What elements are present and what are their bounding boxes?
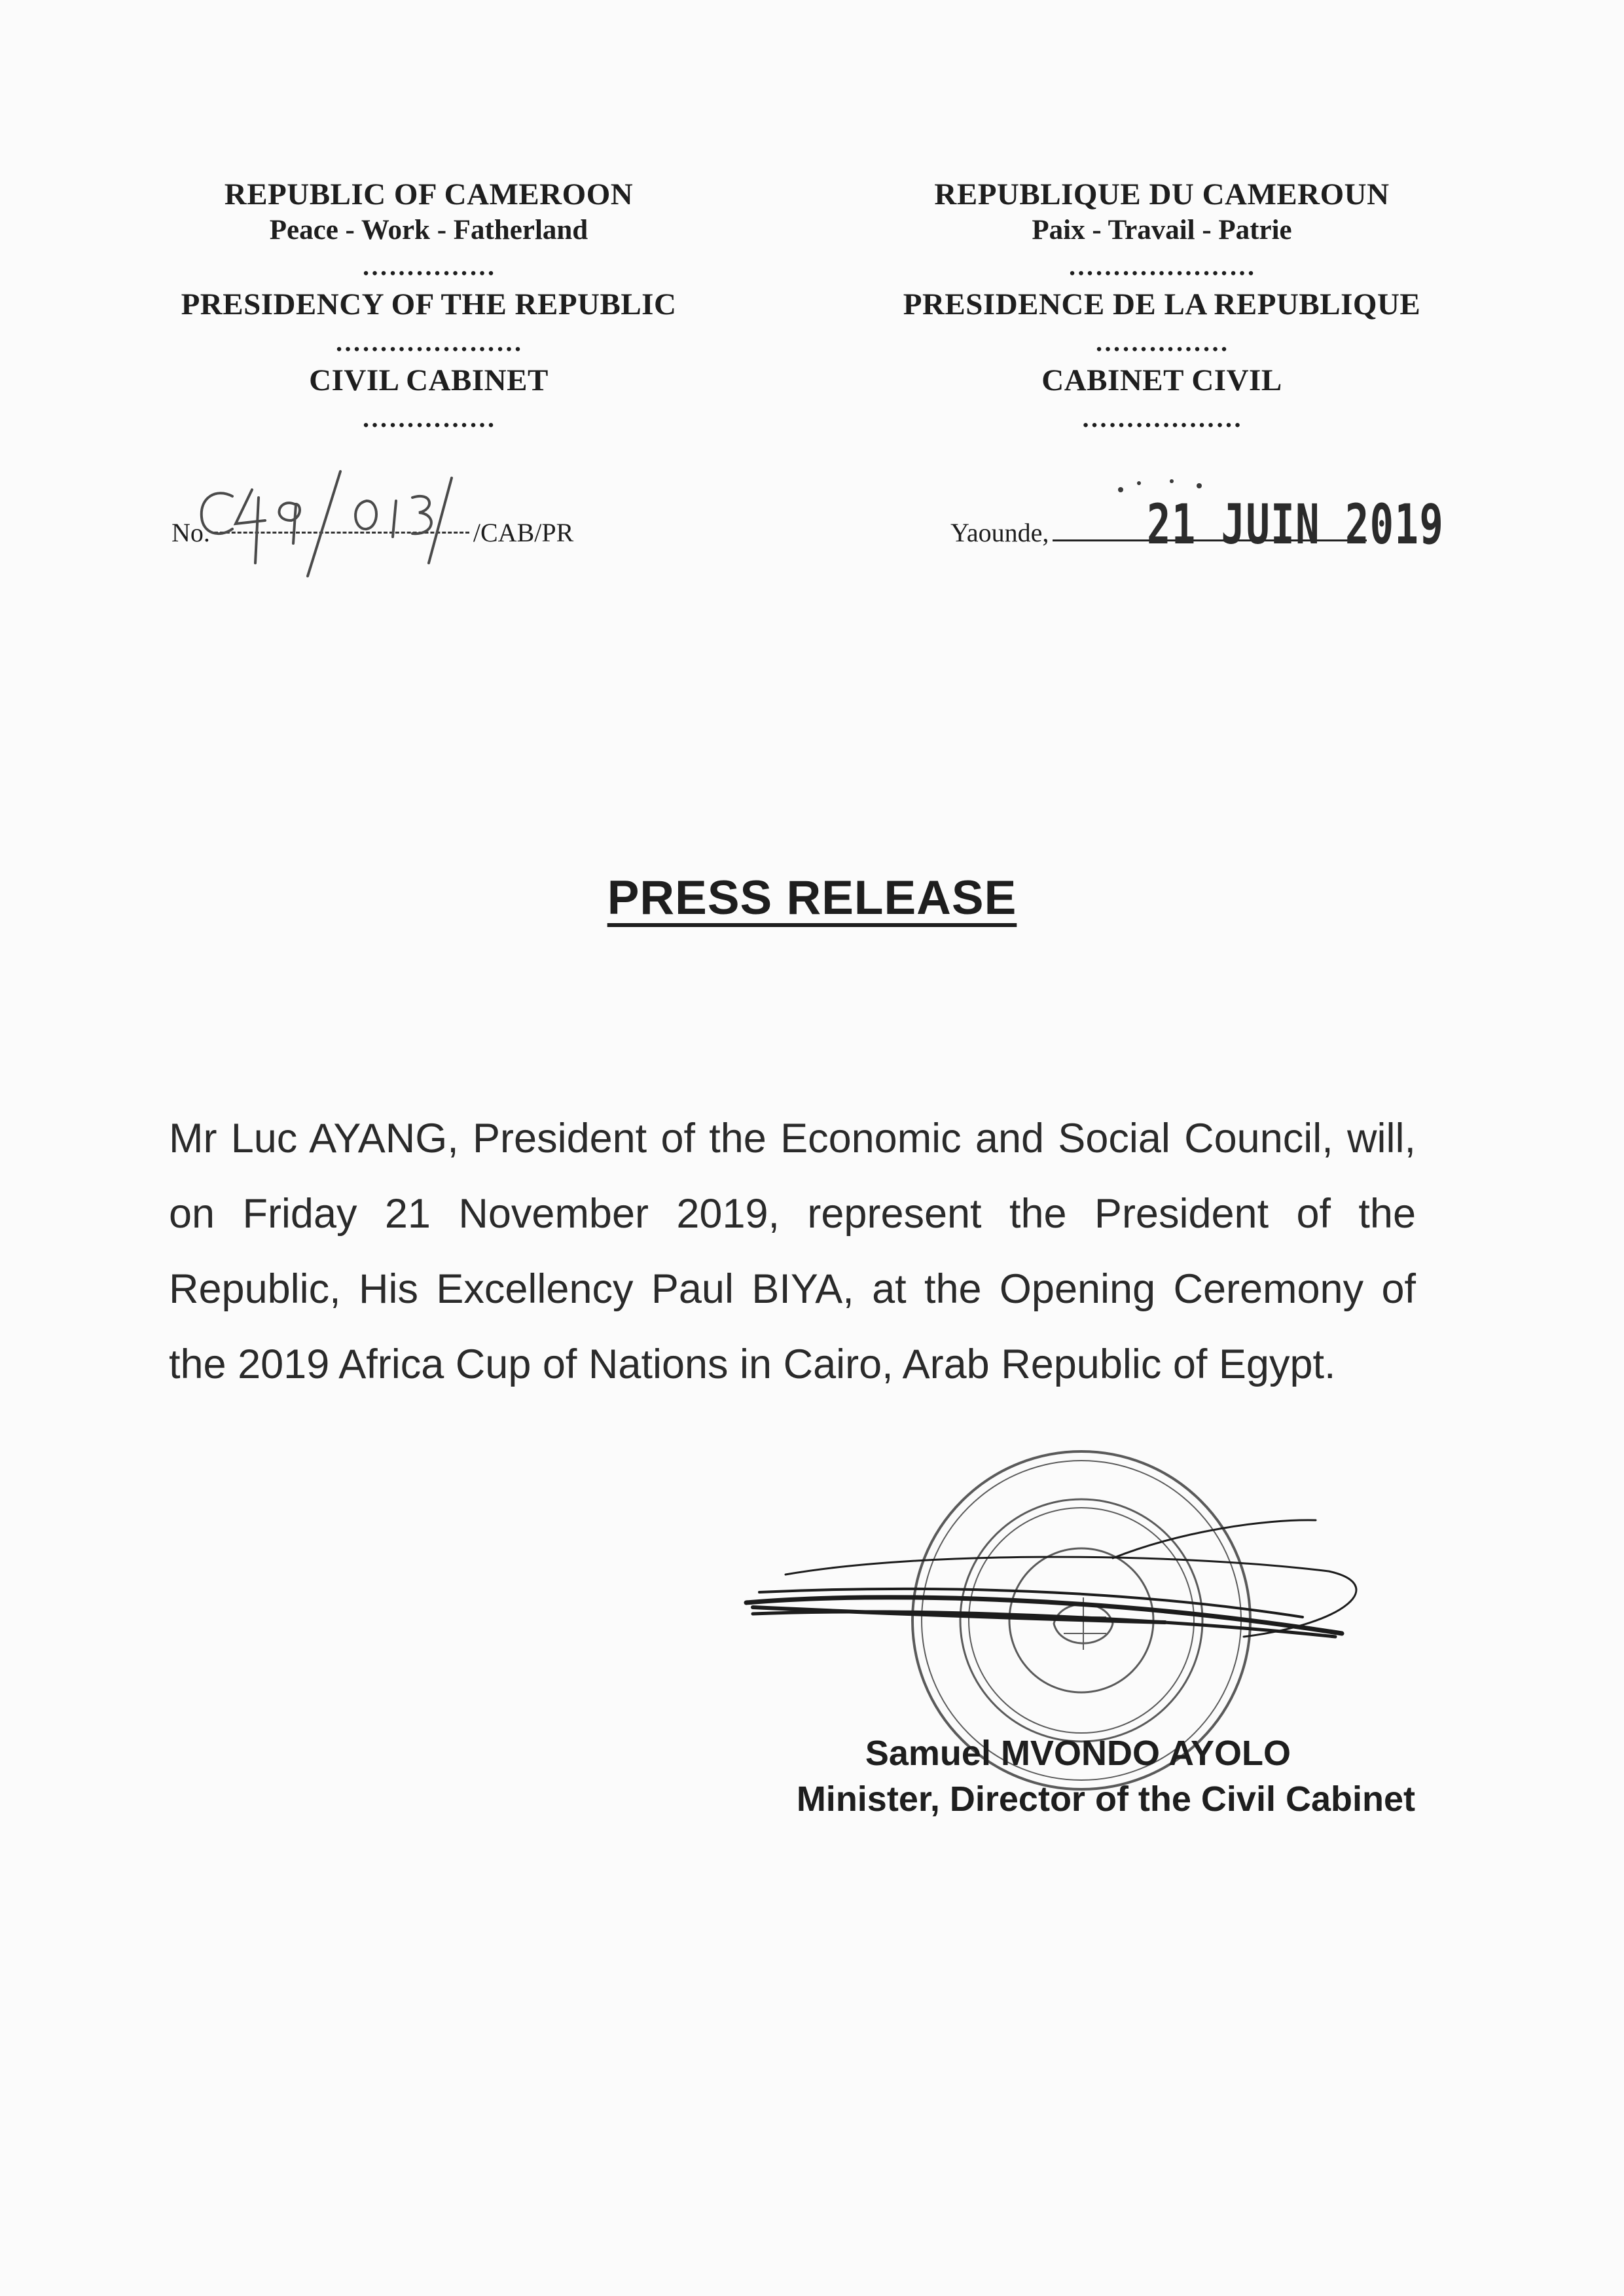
dot-separator: ………………… [334,327,523,357]
date-stamp: 21 JUIN 2019 [1147,492,1445,556]
country-name: REPUBLIC OF CAMEROON [224,177,634,211]
department-name: CIVIL CABINET [309,363,549,397]
reference-suffix: /CAB/PR [473,518,574,547]
institution-name: PRESIDENCY OF THE REPUBLIC [181,287,677,321]
body-paragraph: Mr Luc AYANG, President of the Economic and Social Council, will, on Friday 21 November 2019, represent the President of the Republic, His Excellency Paul BIYA, at the Opening Ceremony of the 2019 Africa Cup of Nations in Cairo, Arab Republic of Egypt. [169,1116,1416,1387]
signatory-title: Minister, Director of the Civil Cabinet [796,1779,1415,1819]
institution-name: PRESIDENCE DE LA REPUBLIQUE [903,287,1421,321]
stamp-specks [1118,479,1202,492]
department-name: CABINET CIVIL [1041,363,1282,397]
dot-separator: ……………… [1081,403,1242,433]
dot-separator: …………… [361,251,496,281]
dot-separator: ………………… [1068,251,1256,281]
motto: Peace - Work - Fatherland [269,215,588,246]
motto: Paix - Travail - Patrie [1032,215,1292,246]
dot-separator: …………… [361,403,496,433]
dot-separator: …………… [1094,327,1229,357]
signatory-name: Samuel MVONDO AYOLO [865,1734,1291,1773]
signature-scribble [746,1520,1356,1637]
reference-prefix: No. [171,518,210,547]
document-title: PRESS RELEASE [607,871,1017,924]
country-name: REPUBLIQUE DU CAMEROUN [934,177,1390,211]
handwritten-reference-number [202,471,452,576]
place-label: Yaounde, [950,518,1049,547]
signature-block [720,1730,1415,1822]
